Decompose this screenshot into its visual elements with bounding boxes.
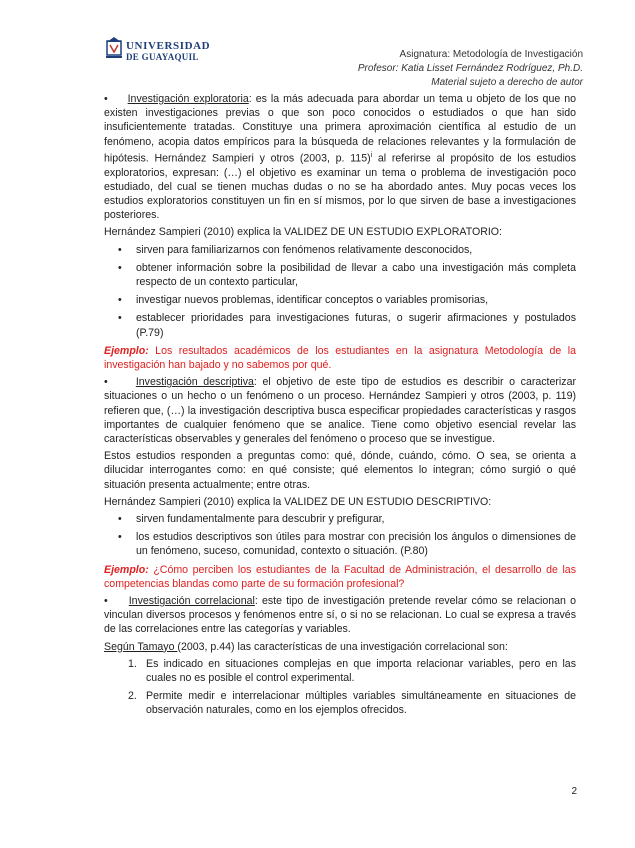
university-logo (104, 36, 211, 70)
example-text: Los resultados académicos de los estudiantes en la asignatura Metodología de la investigación han bajado y no sabemos por qué. (104, 344, 576, 371)
bullet: • (104, 93, 108, 105)
header-professor: Profesor: Katia Lisset Fernández Rodríguez, Ph.D. (357, 63, 583, 74)
example-exploratorio (104, 344, 576, 372)
paragraph-text: : el objetivo de este tipo de estudios es describir o caracterizar situaciones o un hecho o un fenómeno o un proceso. Hernández Sampieri y otros (2003, p. 119) refieren que, (…) la investigación descriptiva busca especificar propiedades características y rasgos importantes de cualquier fenómeno que se analice. Tiene como objetivo esencial revelar las características observables y generales del fenómeno o proceso que se investigue. (104, 376, 576, 445)
footnote-ref: i (370, 151, 373, 159)
term-descriptiva: Investigación descriptiva (135, 376, 254, 389)
paragraph-descriptiva (104, 375, 576, 446)
bullet: • (118, 243, 122, 256)
term-correlacional: Investigación correlacional (128, 595, 255, 608)
example-descriptivo (104, 563, 576, 591)
logo-line-1: UNIVERSIDAD (126, 40, 211, 52)
term-exploratoria: Investigación exploratoria (127, 93, 249, 105)
header-copyright: Material sujeto a derecho de autor (431, 77, 583, 88)
list-item: • establecer prioridades para investigaciones futuras, o sugerir afirmaciones y postulados (P.79) (118, 312, 576, 339)
paragraph-text: : es la más adecuada para abordar un tema u objeto de los que no existen investigaciones previas o que son poco conocidos o estudiados o que han sido insuficientemente tratadas. Constituye una primera aproximación científica al estudio de un fenómeno, acopia datos empíricos para la búsqueda de relaciones relevantes y la formulación de hipótesis. Hernández Sampieri y otros (2003, p. 115) (104, 93, 576, 165)
paragraph-validez-exploratorio: Hernández Sampieri (2010) explica la VALIDEZ DE UN ESTUDIO EXPLORATORIO: (104, 226, 502, 239)
bullet: • (118, 513, 122, 526)
paragraph-tamayo (104, 640, 576, 654)
example-text: ¿Cómo perciben los estudiantes de la Facultad de Administración, el desarrollo de las competencias blandas como parte de su formación profesional? (104, 563, 576, 590)
paragraph-correlacional (104, 594, 576, 637)
list-item: • investigar nuevos problemas, identificar conceptos o variables promisorias, (118, 294, 489, 307)
logo-line-2: DE GUAYAQUIL (126, 52, 199, 62)
paragraph-text-2: al referirse al propósito de los estudios exploratorios, expresan: (…) el objetivo es examinar un tema o problema de investigación poco estudiado, del cual se tienen muchas dudas o no se ha abordado antes. Muy pocas veces los estudios exploratorios constituyen un fin en sí mismos, por lo que sirven de base a investigaciones posteriores. (104, 152, 576, 222)
document-body (104, 92, 576, 722)
paragraph-text: (2003, p.44) las características de una investigación correlacional son: (177, 640, 508, 653)
list-caracteristicas (104, 657, 576, 718)
example-label: Ejemplo: (104, 344, 149, 357)
list-validez-exploratorio (104, 243, 576, 340)
paragraph-preguntas: Estos estudios responden a preguntas como: qué, dónde, cuándo, cómo. O sea, se orienta a dilucidar interrogantes como: en qué consiste; qué elementos lo integran; cómo surgió o qué situación presenta actualmente; entre otras. (104, 450, 576, 491)
bullet: • (118, 261, 122, 274)
university-crest-icon (104, 36, 124, 62)
author-reference: Según Tamayo (104, 640, 178, 653)
paragraph-validez-descriptivo: Hernández Sampieri (2010) explica la VALIDEZ DE UN ESTUDIO DESCRIPTIVO: (104, 495, 492, 508)
list-item: • obtener información sobre la posibilidad de llevar a cabo una investigación más completa respecto de un contexto particular, (118, 261, 576, 288)
bullet: • (118, 312, 122, 325)
bullet: • (104, 595, 108, 608)
list-validez-descriptivo (104, 512, 576, 559)
bullet: • (118, 294, 122, 307)
list-item: • sirven para familiarizarnos con fenómenos relativamente desconocidos, (118, 243, 473, 256)
bullet: • (118, 531, 122, 544)
page-number: 2 (571, 786, 577, 797)
paragraph-exploratoria (104, 92, 576, 222)
list-item: • los estudios descriptivos son útiles para mostrar con precisión los ángulos o dimensiones de un fenómeno, suceso, comunidad, contexto o situación. (P.80) (118, 531, 576, 558)
list-item: 1. Es indicado en situaciones complejas en que importa relacionar variables, pero en las cuales no es posible el control experimental. (128, 657, 576, 685)
bullet: • (104, 376, 108, 389)
header-subject: Asignatura: Metodología de Investigación (399, 49, 583, 60)
list-item: 2. Permite medir e interrelacionar múltiples variables simultáneamente en situaciones de observación naturales, como en los ejemplos ofrecidos. (128, 690, 576, 717)
example-label: Ejemplo: (104, 563, 149, 576)
list-item: • sirven fundamentalmente para descubrir y prefigurar, (118, 513, 385, 526)
paragraph-text: : este tipo de investigación pretende revelar cómo se relacionan o vinculan diversos procesos y fenómenos entre sí, o si no se relacionan. Lo cual se expresa a través de las correlaciones entre las categorías y variables. (104, 595, 577, 636)
